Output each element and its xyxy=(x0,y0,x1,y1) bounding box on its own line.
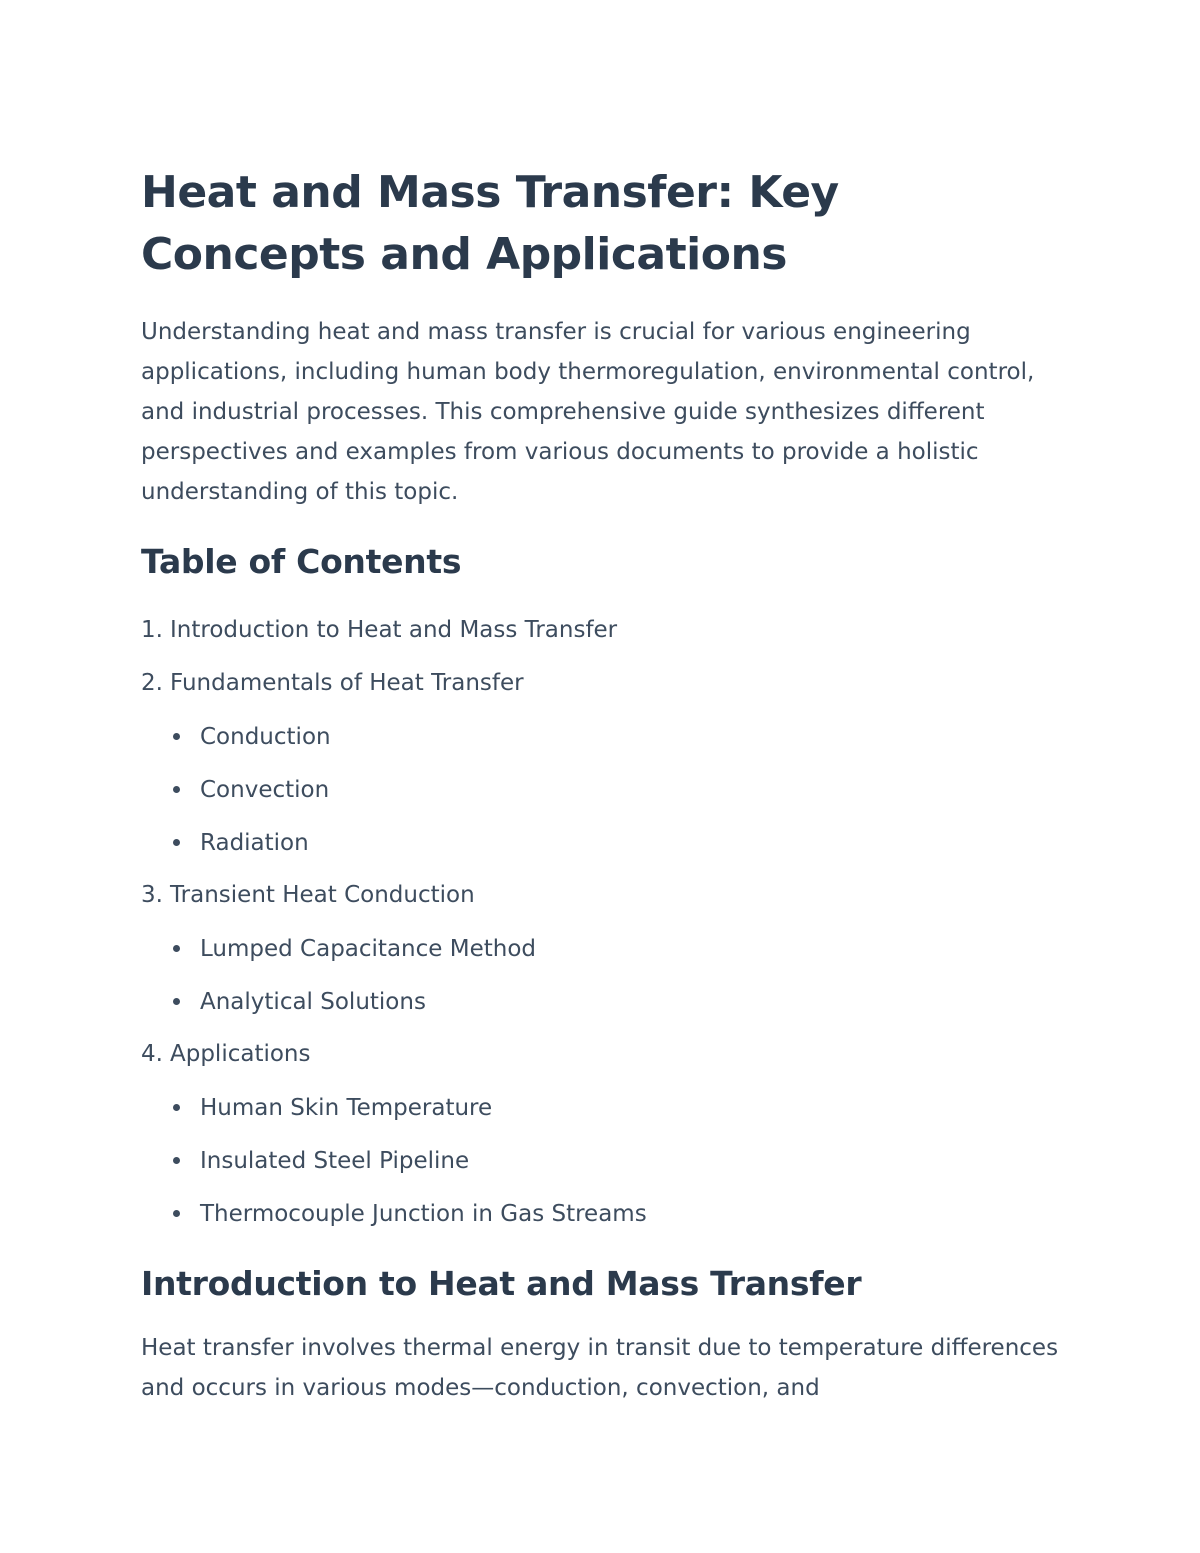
toc-item-label: Transient Heat Conduction xyxy=(170,882,475,908)
toc-subitem xyxy=(141,1187,1061,1240)
toc-subitem-label: Human Skin Temperature xyxy=(200,1094,493,1121)
toc-item-number: 2. xyxy=(141,670,163,696)
toc-subitem-label: Radiation xyxy=(200,829,309,856)
toc-subitem xyxy=(141,1081,1061,1134)
toc-sublist xyxy=(141,1081,1061,1240)
toc-item-4 xyxy=(141,1028,1061,1240)
toc-subitem xyxy=(141,975,1061,1028)
toc-subitem xyxy=(141,710,1061,763)
toc-subitem xyxy=(141,922,1061,975)
bullet-icon xyxy=(173,945,180,952)
toc-subitem-label: Lumped Capacitance Method xyxy=(200,935,536,962)
toc-sublist xyxy=(141,922,1061,1028)
toc-item-3 xyxy=(141,869,1061,1028)
intro-paragraph: Understanding heat and mass transfer is crucial for various engineering applications, including human body thermoregulation, environmental control, and industrial processes. This comprehensive guide synthesizes different perspectives and examples from various documents to provide a holistic understanding of this topic. xyxy=(141,319,1035,505)
toc-item-label: Applications xyxy=(170,1041,311,1067)
toc-item-number: 3. xyxy=(141,882,163,908)
toc-item-label: Introduction to Heat and Mass Transfer xyxy=(170,617,618,643)
bullet-icon xyxy=(173,1210,180,1217)
document-page xyxy=(141,162,1061,1408)
toc-sublist xyxy=(141,710,1061,869)
bullet-icon xyxy=(173,839,180,846)
toc-subitem-label: Analytical Solutions xyxy=(200,988,426,1015)
toc-subitem xyxy=(141,816,1061,869)
bullet-icon xyxy=(173,998,180,1005)
toc-item-number: 4. xyxy=(141,1041,163,1067)
toc-subitem xyxy=(141,1134,1061,1187)
bullet-icon xyxy=(173,733,180,740)
toc-item-2 xyxy=(141,657,1061,869)
section-paragraph: Heat transfer involves thermal energy in transit due to temperature differences and occurs in various modes—conduction, convection, and xyxy=(141,1335,1059,1401)
toc-subitem-label: Insulated Steel Pipeline xyxy=(200,1147,470,1174)
document-title: Heat and Mass Transfer: Key Concepts and Applications xyxy=(141,167,839,280)
table-of-contents xyxy=(141,604,1061,1240)
toc-item-1 xyxy=(141,604,1061,657)
bullet-icon xyxy=(173,1157,180,1164)
toc-subitem xyxy=(141,763,1061,816)
toc-item-label: Fundamentals of Heat Transfer xyxy=(170,670,524,696)
section-heading: Introduction to Heat and Mass Transfer xyxy=(141,1264,862,1303)
bullet-icon xyxy=(173,786,180,793)
bullet-icon xyxy=(173,1104,180,1111)
toc-subitem-label: Conduction xyxy=(200,723,331,750)
toc-heading: Table of Contents xyxy=(141,542,462,581)
toc-subitem-label: Convection xyxy=(200,776,330,803)
toc-item-number: 1. xyxy=(141,617,163,643)
toc-subitem-label: Thermocouple Junction in Gas Streams xyxy=(200,1200,647,1227)
